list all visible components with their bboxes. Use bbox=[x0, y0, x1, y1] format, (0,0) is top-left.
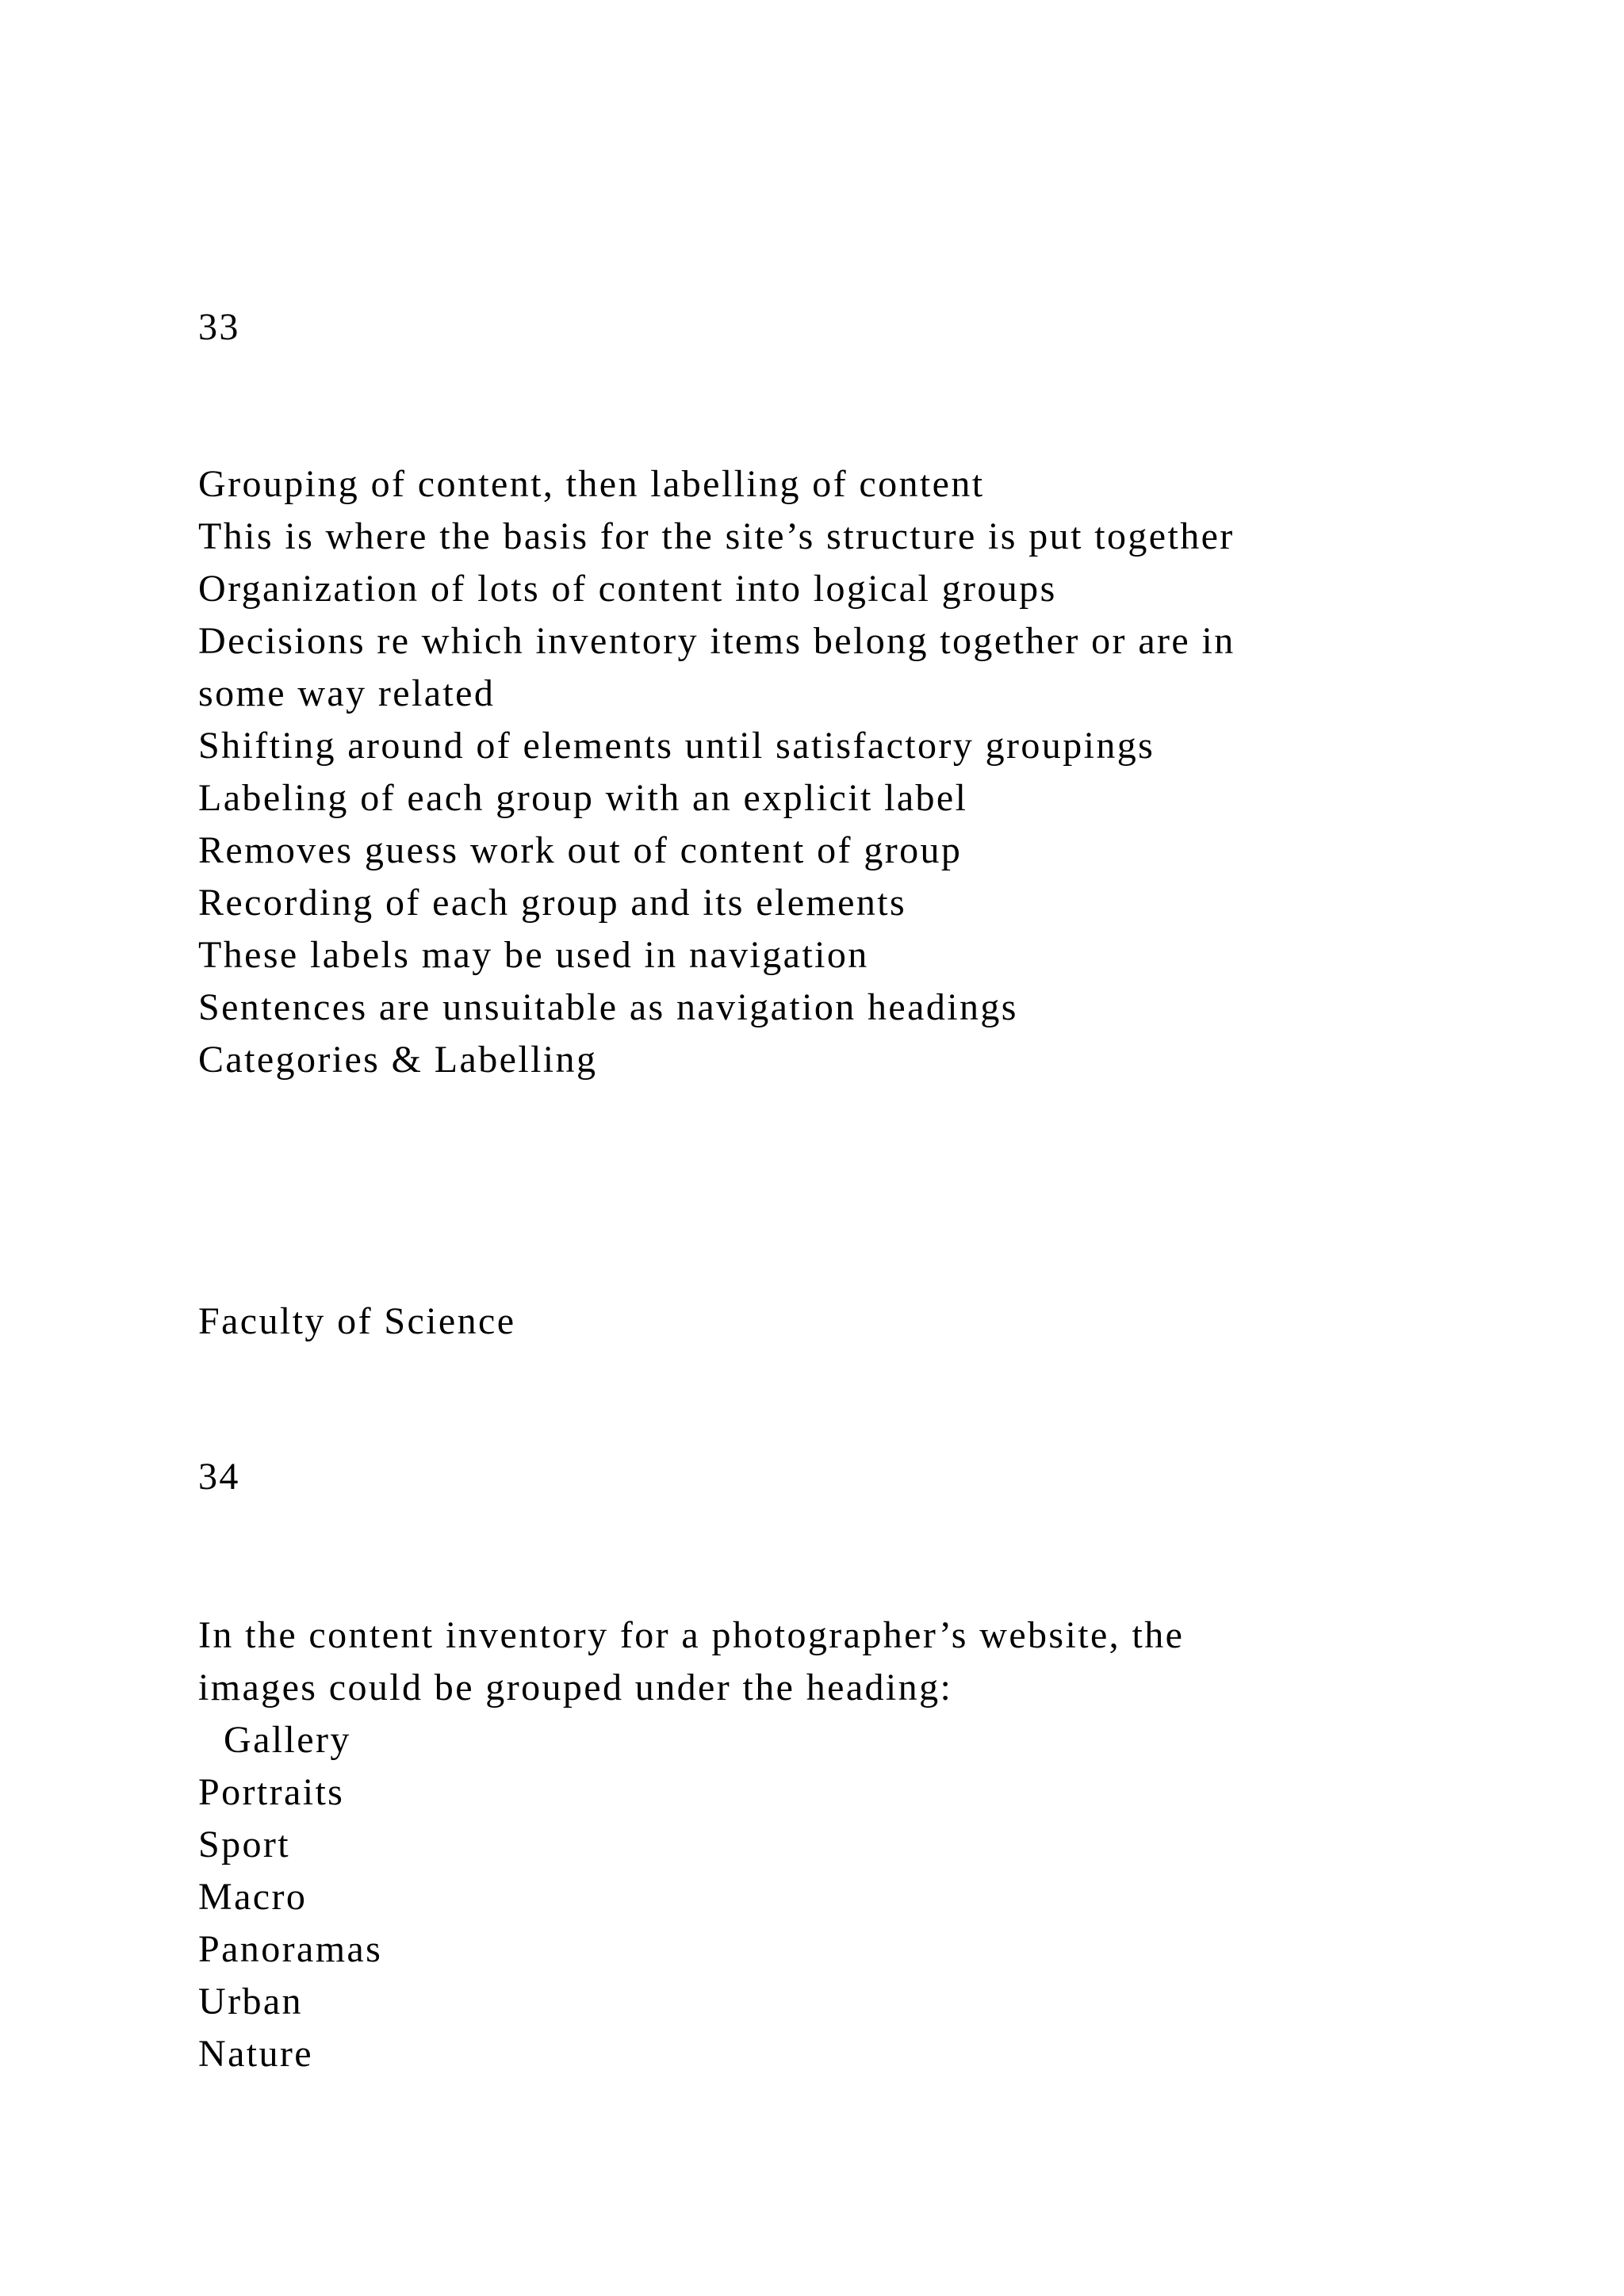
body-line: Shifting around of elements until satisfactory groupings bbox=[198, 725, 1155, 767]
body-line: images could be grouped under the heading: bbox=[198, 1667, 953, 1709]
body-line: some way related bbox=[198, 672, 496, 714]
page-number: 33 bbox=[198, 306, 240, 348]
list-item: Urban bbox=[198, 1980, 303, 2022]
body-line: Removes guess work out of content of group bbox=[198, 829, 963, 871]
slide-title: Categories & Labelling bbox=[198, 1039, 598, 1081]
list-heading: Gallery bbox=[224, 1719, 351, 1761]
list-item: Panoramas bbox=[198, 1928, 383, 1970]
body-line: Decisions re which inventory items belong together or are in bbox=[198, 620, 1235, 662]
body-line: These labels may be used in navigation bbox=[198, 934, 869, 976]
body-line: This is where the basis for the site’s structure is put together bbox=[198, 515, 1235, 557]
body-line: Organization of lots of content into logical groups bbox=[198, 568, 1057, 610]
list-item: Macro bbox=[198, 1876, 308, 1918]
body-line: Sentences are unsuitable as navigation headings bbox=[198, 986, 1018, 1028]
list-item: Nature bbox=[198, 2033, 313, 2075]
body-line: In the content inventory for a photographer’s website, the bbox=[198, 1614, 1185, 1656]
footer-text: Faculty of Science bbox=[198, 1300, 516, 1342]
list-item: Sport bbox=[198, 1823, 291, 1866]
body-line: Recording of each group and its elements bbox=[198, 882, 907, 924]
list-item: Portraits bbox=[198, 1771, 345, 1813]
body-line: Grouping of content, then labelling of content bbox=[198, 463, 985, 505]
body-line: Labeling of each group with an explicit label bbox=[198, 777, 968, 819]
page-number: 34 bbox=[198, 1456, 240, 1498]
